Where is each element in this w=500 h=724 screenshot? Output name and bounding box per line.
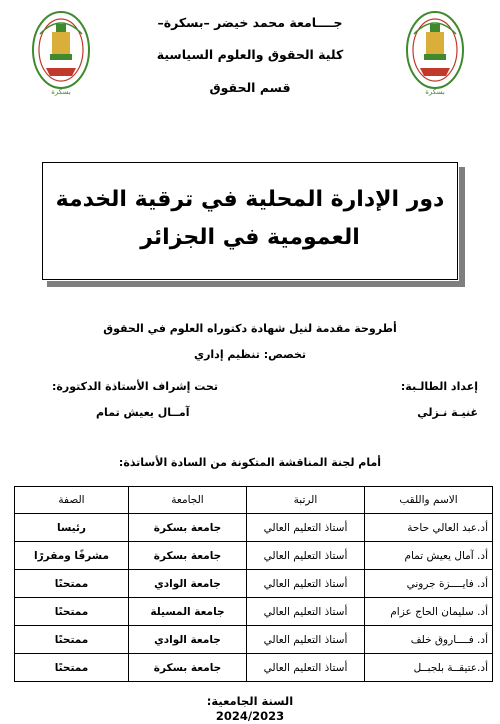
specialty: تخصص: تنظيم إداري — [193, 348, 306, 361]
department-name: قسم الحقوق — [209, 80, 291, 95]
table-header-row — [15, 487, 493, 514]
member-university: جامعة الوادي — [129, 626, 247, 654]
table-row — [15, 626, 493, 654]
university-seal-icon — [404, 6, 466, 102]
table-row — [15, 654, 493, 682]
faculty-name: كلية الحقوق والعلوم السياسية — [156, 47, 344, 62]
member-university: جامعة بسكرة — [129, 542, 247, 570]
university-seal-icon — [30, 6, 92, 102]
title-box — [42, 162, 458, 280]
member-role: ممتحنًا — [15, 598, 129, 626]
member-rank: أستاذ التعليم العالي — [247, 654, 365, 682]
member-role: مشرفًا ومقررًا — [15, 542, 129, 570]
table-row — [15, 542, 493, 570]
column-header: الاسم واللقب — [365, 487, 493, 514]
member-name: أد. فــــاروق خلف — [365, 626, 493, 654]
university-name: جــــامعة محمد خيضر –بسكرة– — [157, 15, 343, 30]
member-university: جامعة المسيلة — [129, 598, 247, 626]
thesis-note: أطروحة مقدمة لنيل شهادة دكتوراه العلوم في الحقوق — [103, 322, 397, 335]
member-name: أد.عبد العالي حاحة — [365, 514, 493, 542]
member-university: جامعة بسكرة — [129, 514, 247, 542]
member-name: أد. آمال يعيش تمام — [365, 542, 493, 570]
supervised-by-label: تحت إشراف الأستاذة الدكتورة: — [52, 380, 218, 393]
member-role: ممتحنًا — [15, 626, 129, 654]
member-rank: أستاذ التعليم العالي — [247, 514, 365, 542]
member-rank: أستاذ التعليم العالي — [247, 570, 365, 598]
thesis-title-line-2: العمومية في الجزائر — [140, 225, 360, 250]
member-rank: أستاذ التعليم العالي — [247, 626, 365, 654]
university-logo-right — [404, 6, 466, 102]
member-rank: أستاذ التعليم العالي — [247, 542, 365, 570]
member-name: أد.عتيقــة بلجبــل — [365, 654, 493, 682]
prepared-by-label: إعداد الطالـبة: — [400, 380, 478, 393]
jury-table — [14, 486, 493, 682]
student-name: غنيـة نـزلي — [417, 406, 478, 419]
table-row — [15, 598, 493, 626]
table-row — [15, 514, 493, 542]
member-university: جامعة بسكرة — [129, 654, 247, 682]
column-header: الجامعة — [129, 487, 247, 514]
member-role: ممتحنًا — [15, 654, 129, 682]
column-header: الرتبة — [247, 487, 365, 514]
thesis-title — [43, 181, 457, 257]
supervisor-name: آمــال يعيش تمام — [96, 406, 190, 419]
committee-heading: أمام لجنة المناقشة المتكونة من السادة الأساتذة: — [118, 456, 382, 469]
academic-year-value: 2024/2023 — [215, 709, 285, 723]
column-header: الصفة — [15, 487, 129, 514]
member-name: أد. سليمان الحاج عزام — [365, 598, 493, 626]
university-logo-left — [30, 6, 92, 102]
academic-year-label: السنة الجامعية: — [206, 694, 294, 708]
member-university: جامعة الوادي — [129, 570, 247, 598]
institution-header — [120, 12, 380, 98]
member-role: ممتحنًا — [15, 570, 129, 598]
thesis-title-line-1: دور الإدارة المحلية في ترقية الخدمة — [55, 187, 445, 212]
table-row — [15, 570, 493, 598]
member-name: أد. فايــــزة جروني — [365, 570, 493, 598]
member-rank: أستاذ التعليم العالي — [247, 598, 365, 626]
svg-text:بسكرة: بسكرة — [51, 88, 71, 96]
member-role: رئيسا — [15, 514, 129, 542]
svg-text:بسكرة: بسكرة — [425, 88, 445, 96]
